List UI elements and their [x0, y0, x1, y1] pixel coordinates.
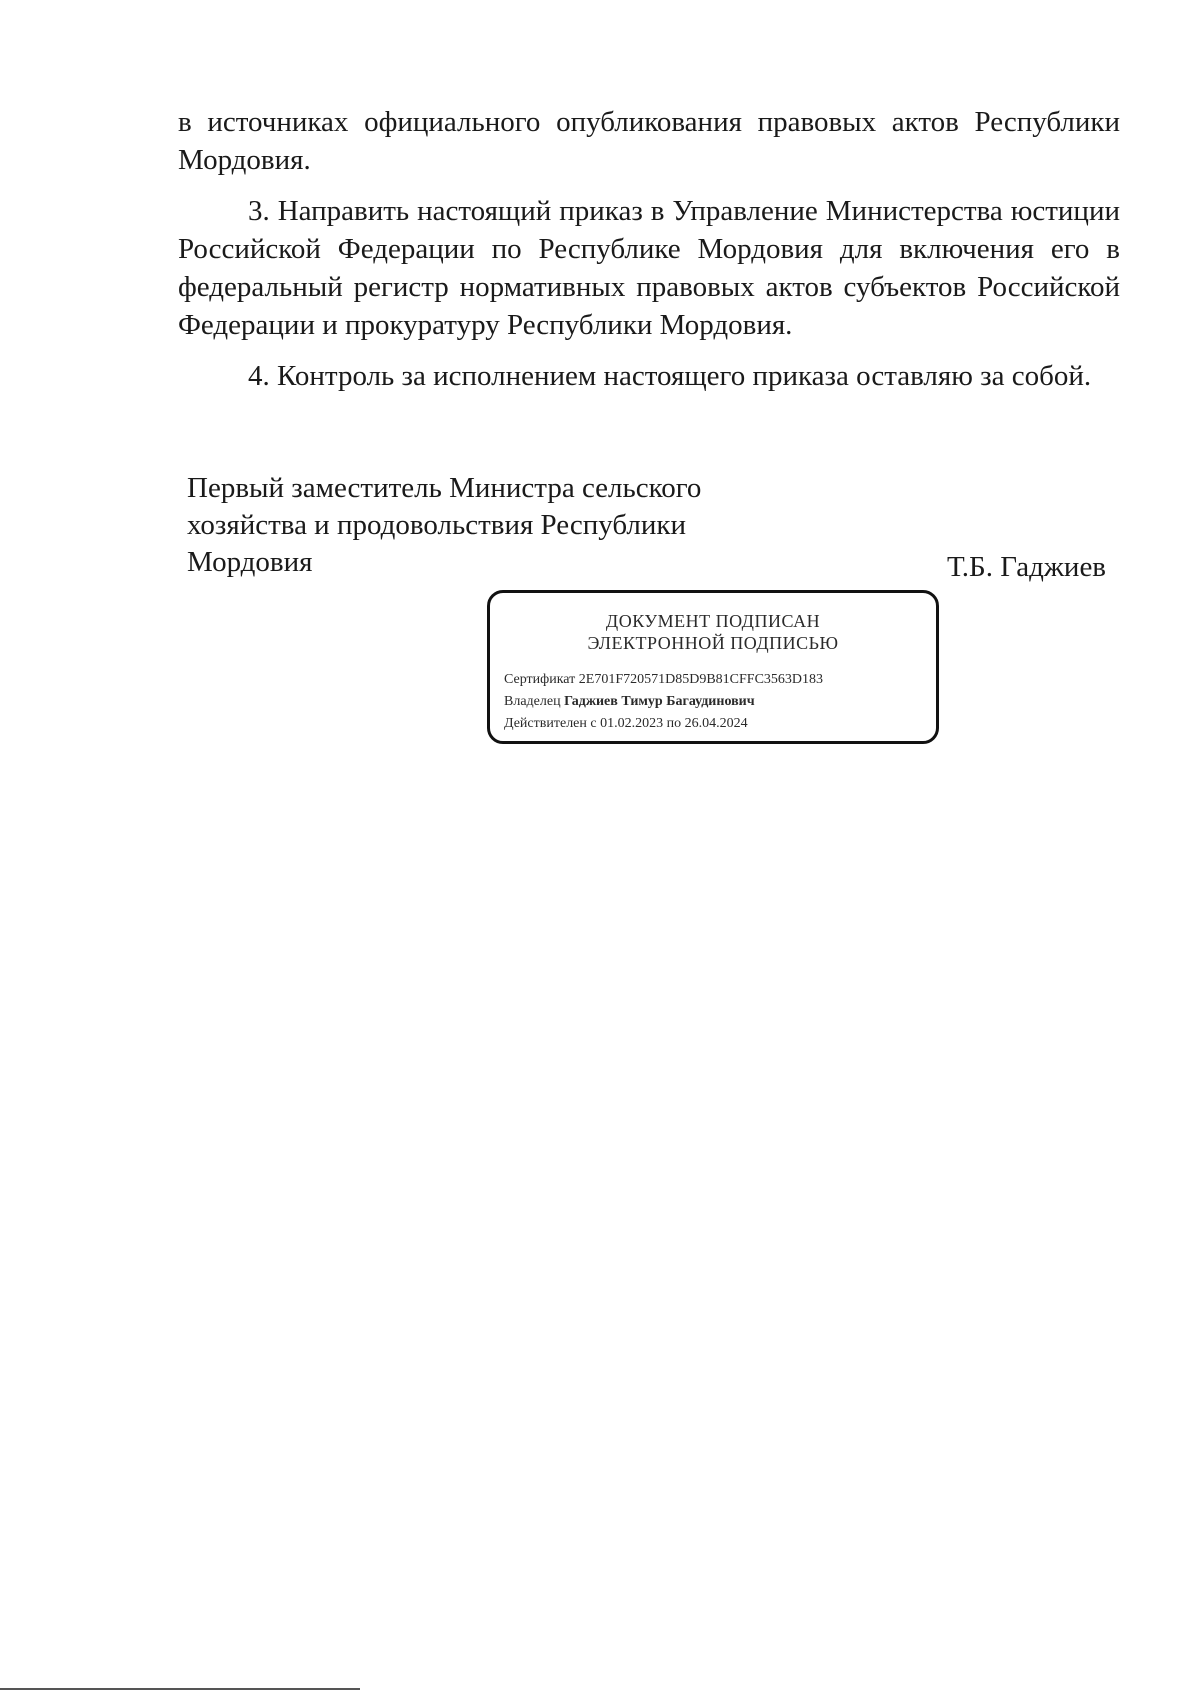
stamp-details [504, 669, 823, 735]
valid-from-date: 01.02.2023 [600, 716, 664, 731]
valid-to-prefix: по [666, 716, 682, 731]
owner-value: Гаджиев Тимур Багаудинович [564, 694, 755, 709]
valid-to-date: 26.04.2024 [684, 716, 748, 731]
document-body [178, 103, 1120, 408]
paragraph-item-4: 4. Контроль за исполнением настоящего приказа оставляю за собой. [248, 360, 1092, 392]
stamp-header-line: ДОКУМЕНТ ПОДПИСАН [605, 611, 821, 631]
electronic-signature-stamp [487, 590, 939, 744]
signatory-title-line: Мордовия [187, 546, 313, 578]
stamp-validity-row [504, 713, 823, 735]
valid-from-prefix: с [590, 716, 597, 731]
stamp-certificate-row [504, 669, 823, 691]
signatory-title-line: Первый заместитель Министра сельского [187, 472, 702, 504]
stamp-owner-row [504, 691, 823, 713]
owner-label: Владелец [504, 694, 561, 709]
signatory-title-line: хозяйства и продовольствия Республики [187, 509, 687, 541]
signatory-name: Т.Б. Гаджиев [947, 551, 1107, 583]
signatory-title [187, 470, 747, 581]
paragraph-continuation: в источниках официального опубликования правовых актов Республики Мордовия. [178, 106, 1120, 176]
certificate-value: 2E701F720571D85D9B81CFFC3563D183 [578, 672, 824, 687]
certificate-label: Сертификат [504, 672, 576, 687]
paragraph-item-3: 3. Направить настоящий приказ в Управление Министерства юстиции Российской Федерации по Республике Мордовия для включения его в федеральный регистр нормативных правовых актов субъектов Российской Федерации и прокуратуру Республики Мордовия. [178, 195, 1120, 341]
valid-label: Действителен [504, 716, 587, 731]
stamp-header-line: ЭЛЕКТРОННОЙ ПОДПИСЬЮ [587, 633, 839, 653]
stamp-header [490, 610, 936, 654]
scan-edge-line [0, 1688, 360, 1690]
